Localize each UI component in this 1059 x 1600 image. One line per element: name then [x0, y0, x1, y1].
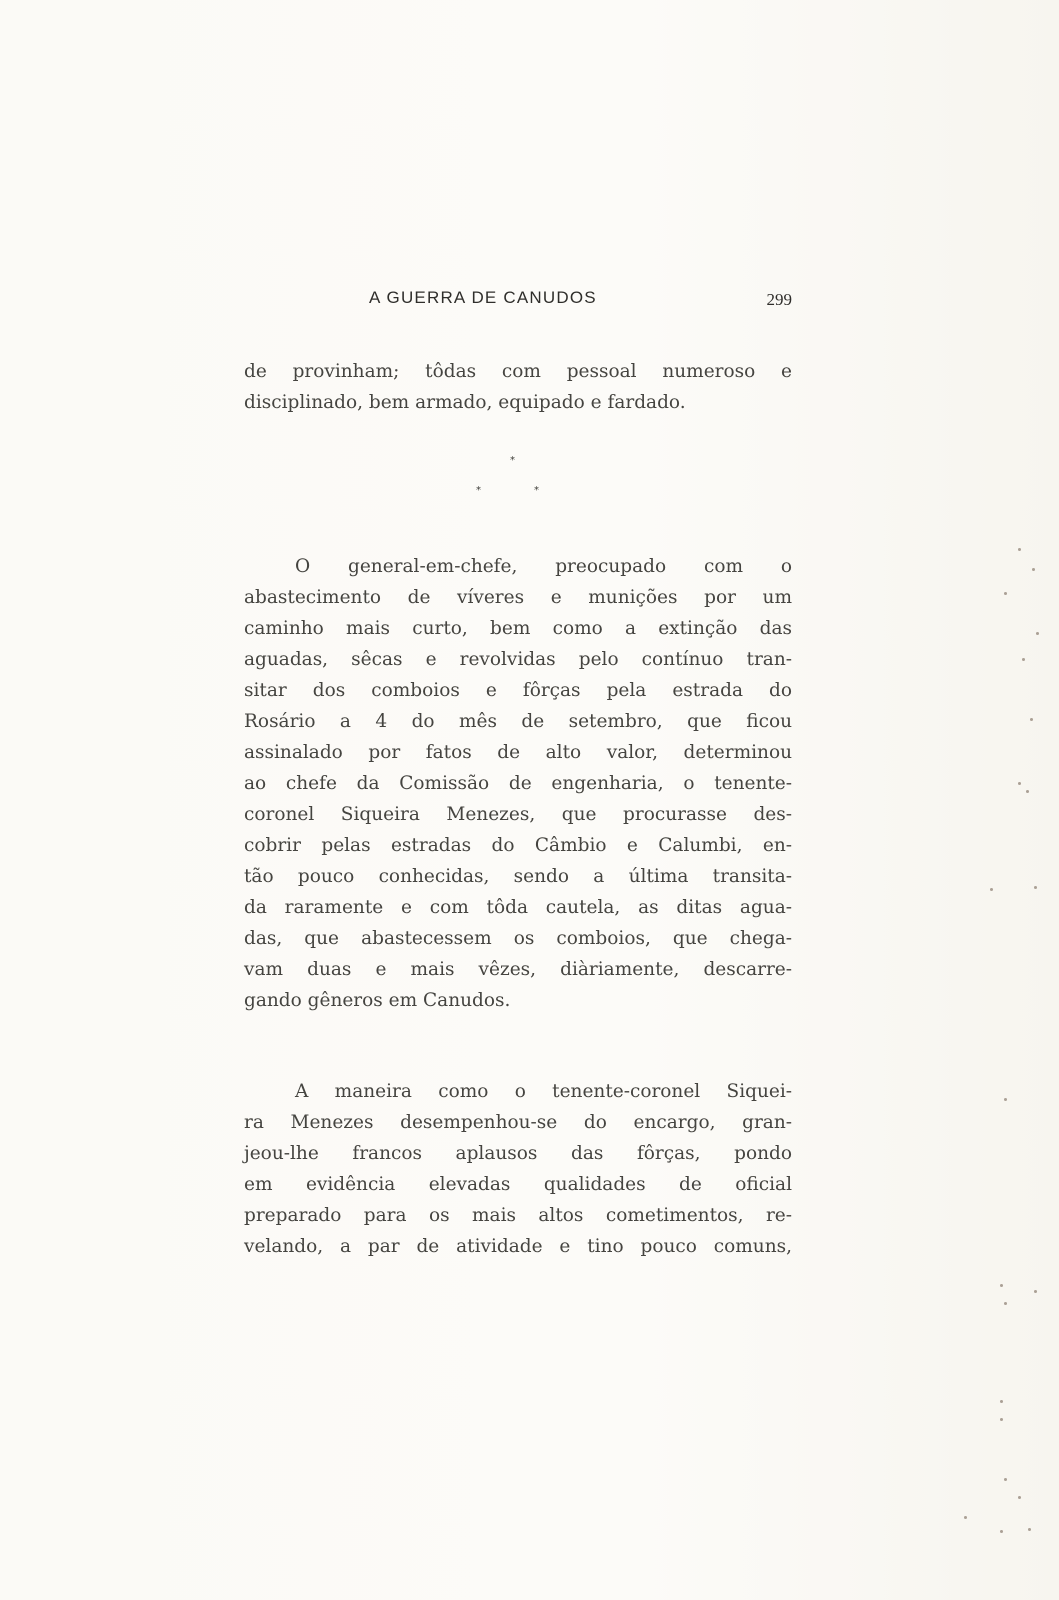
asterism-star: * [534, 485, 539, 496]
text-line: caminho mais curto, bem como a extinção das [244, 618, 792, 639]
paragraph-siqueira [244, 1076, 792, 1262]
paper-speck [1000, 1418, 1003, 1421]
paper-speck [1030, 718, 1033, 721]
text-line: velando, a par de atividade e tino pouco comuns, [244, 1236, 792, 1257]
page-header [244, 288, 792, 316]
text-line: assinalado por fatos de alto valor, determinou [244, 742, 792, 763]
paper-speck [1004, 1478, 1007, 1481]
paper-speck [964, 1516, 967, 1519]
text-line: tão pouco conhecidas, sendo a última transita- [244, 866, 792, 887]
paper-speck [1028, 1528, 1031, 1531]
text-line: abastecimento de víveres e munições por um [244, 587, 792, 608]
text-line: das, que abastecessem os comboios, que chega- [244, 928, 792, 949]
paper-speck [1000, 1530, 1003, 1533]
paper-speck [990, 888, 993, 891]
text-line: sitar dos comboios e fôrças pela estrada do [244, 680, 792, 701]
paper-speck [1018, 1496, 1021, 1499]
text-line: aguadas, sêcas e revolvidas pelo contínuo tran- [244, 649, 792, 670]
paper-speck [1034, 886, 1037, 889]
paper-speck [1022, 658, 1025, 661]
paper-specks [960, 400, 1059, 1600]
asterism-star: * [476, 485, 481, 496]
section-asterism [470, 455, 560, 505]
paragraph-general [244, 551, 792, 1016]
text-line: da raramente e com tôda cautela, as ditas agua- [244, 897, 792, 918]
text-line: cobrir pelas estradas do Câmbio e Calumbi, en- [244, 835, 792, 856]
asterism-star: * [510, 455, 515, 466]
paper-speck [1018, 782, 1021, 785]
text-line: ra Menezes desempenhou-se do encargo, gran- [244, 1112, 792, 1133]
text-line: jeou-lhe francos aplausos das fôrças, pondo [244, 1143, 792, 1164]
paper-speck [1018, 548, 1021, 551]
text-line: vam duas e mais vêzes, diàriamente, descarre- [244, 959, 792, 980]
text-line: gando gêneros em Canudos. [244, 990, 511, 1011]
paper-speck [1004, 592, 1007, 595]
paper-speck [1004, 1302, 1007, 1305]
paper-speck [1026, 790, 1029, 793]
text-line: de provinham; tôdas com pessoal numeroso e [244, 361, 792, 382]
paragraph-continuation [244, 356, 792, 418]
text-line: ao chefe da Comissão de engenharia, o tenente- [244, 773, 792, 794]
paper-speck [1032, 568, 1035, 571]
paper-speck [1000, 1400, 1003, 1403]
text-line: coronel Siqueira Menezes, que procurasse des- [244, 804, 792, 825]
paper-speck [1034, 1290, 1037, 1293]
text-line: preparado para os mais altos cometimentos, re- [244, 1205, 792, 1226]
text-line: Rosário a 4 do mês de setembro, que ficou [244, 711, 792, 732]
text-line: O general-em-chefe, preocupado com o [295, 556, 792, 577]
text-line: A maneira como o tenente-coronel Siquei- [295, 1081, 792, 1102]
running-title: A GUERRA DE CANUDOS [369, 288, 597, 307]
paper-speck [1004, 1098, 1007, 1101]
text-line: disciplinado, bem armado, equipado e fardado. [244, 392, 686, 413]
text-line: em evidência elevadas qualidades de oficial [244, 1174, 792, 1195]
paper-speck [1000, 1284, 1003, 1287]
page-number: 299 [766, 290, 792, 309]
paper-speck [1036, 632, 1039, 635]
